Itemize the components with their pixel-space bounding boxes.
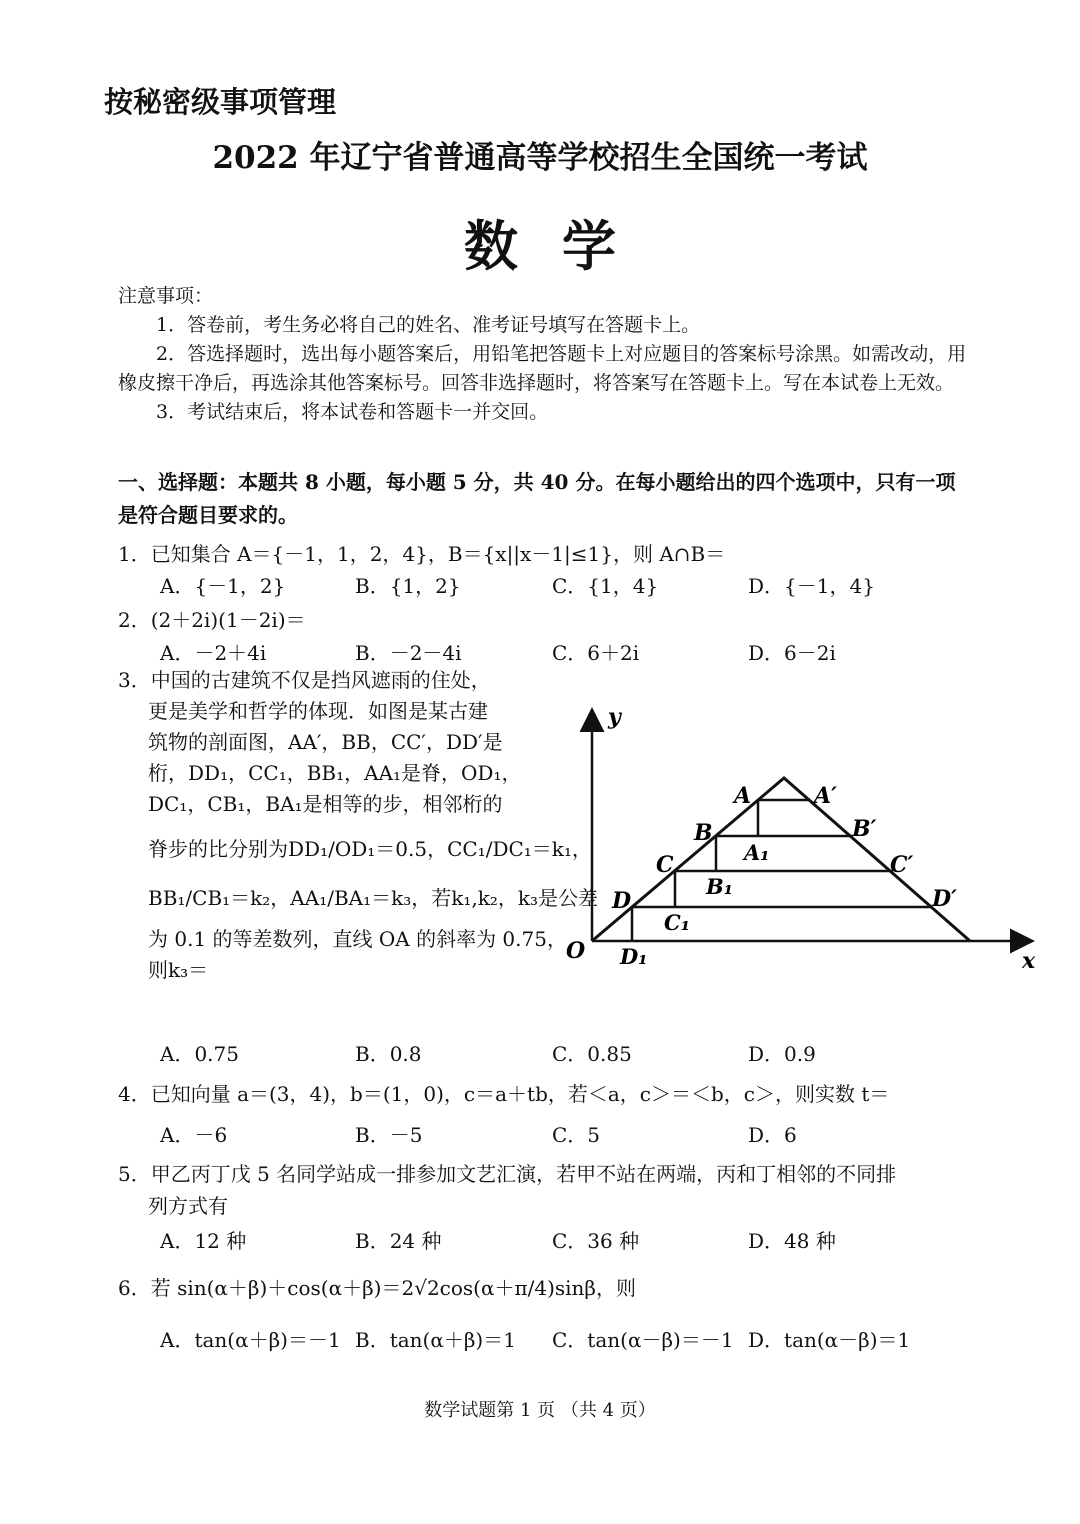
question-2-option-d: D．6－2i: [748, 641, 836, 665]
label-O: O: [566, 938, 586, 964]
architecture-cross-section-figure: [560, 700, 1040, 975]
question-2-option-c: C．6＋2i: [552, 641, 640, 665]
question-3-line: 桁，DD₁，CC₁，BB₁，AA₁是脊，OD₁，: [148, 761, 522, 785]
question-5-option-b: B．24 种: [355, 1229, 442, 1253]
question-3-line: BB₁/CB₁＝k₂，AA₁/BA₁＝k₃，若k₁,k₂，k₃是公差: [148, 886, 599, 910]
question-3-line: 3．中国的古建筑不仅是挡风遮雨的住处，: [118, 668, 491, 692]
question-3-option-d: D．0.9: [748, 1042, 816, 1066]
label-A: A: [734, 783, 752, 809]
note-item: 1．答卷前，考生务必将自己的姓名、准考证号填写在答题卡上。: [156, 314, 701, 336]
question-5-stem-line1: 5．甲乙丙丁戊 5 名同学站成一排参加文艺汇演，若甲不站在两端，丙和丁相邻的不同排: [118, 1162, 897, 1186]
confidentiality-mark: 按秘密级事项管理: [104, 85, 337, 119]
notes-heading: 注意事项：: [118, 285, 214, 307]
question-1-option-a: A．{－1，2}: [160, 574, 286, 598]
question-3-line: 筑物的剖面图，AA′，BB，CC′，DD′是: [148, 730, 503, 754]
label-C: C: [656, 852, 674, 878]
question-3-option-a: A．0.75: [160, 1042, 239, 1066]
question-2-option-a: A．－2＋4i: [160, 641, 267, 665]
label-A-prime: A′: [814, 783, 837, 809]
question-4-option-b: B．－5: [355, 1123, 423, 1147]
question-4-stem: 4．已知向量 a＝(3，4)，b＝(1，0)，c＝a＋tb，若＜a，c＞＝＜b，c＞，则实数 t＝: [118, 1082, 890, 1106]
question-4-option-a: A．－6: [160, 1123, 228, 1147]
question-5-option-a: A．12 种: [160, 1229, 247, 1253]
label-B-prime: B′: [852, 816, 877, 842]
question-3-line: 则k₃＝: [148, 958, 209, 982]
label-B1: B₁: [706, 874, 733, 899]
question-3-line: 更是美学和哲学的体现．如图是某古建: [148, 699, 488, 723]
question-3-line: 脊步的比分别为DD₁/OD₁＝0.5，CC₁/DC₁＝k₁，: [148, 837, 592, 861]
question-2-stem: 2．(2＋2i)(1－2i)＝: [118, 608, 306, 632]
question-3-stem: [118, 665, 599, 986]
subject-title: 数学: [464, 214, 660, 278]
question-1-stem: 1．已知集合 A＝{－1，1，2，4}，B＝{x||x－1|≤1}，则 A∩B＝: [118, 542, 726, 566]
question-3-line: 为 0.1 的等差数列，直线 OA 的斜率为 0.75，: [148, 927, 567, 951]
section-heading: 一、选择题：本题共 8 小题，每小题 5 分，共 40 分。在每小题给出的四个选项中，只有一项是符合题目要求的。: [118, 470, 956, 527]
question-6-option-a: A．tan(α＋β)＝－1: [160, 1328, 341, 1352]
question-6-option-c: C．tan(α－β)＝－1: [552, 1328, 734, 1352]
label-D-prime: D′: [932, 886, 957, 912]
question-1-option-c: C．{1，4}: [552, 574, 659, 598]
question-4-option-c: C．5: [552, 1123, 601, 1147]
label-x: x: [1022, 948, 1036, 974]
label-A1: A₁: [744, 840, 770, 865]
question-6-option-b: B．tan(α＋β)＝1: [355, 1328, 516, 1352]
question-6-stem: 6．若 sin(α＋β)＋cos(α＋β)＝2√2cos(α＋π/4)sinβ，则: [118, 1276, 636, 1300]
question-3-line: DC₁，CB₁，BA₁是相等的步，相邻桁的: [148, 792, 503, 816]
question-1-option-b: B．{1，2}: [355, 574, 461, 598]
question-3-option-c: C．0.85: [552, 1042, 632, 1066]
label-C1: C₁: [664, 910, 690, 935]
label-y: y: [608, 704, 621, 730]
question-5-stem-line2: 列方式有: [148, 1194, 228, 1218]
question-1-option-d: D．{－1，4}: [748, 574, 875, 598]
page-footer: 数学试题第 1 页 （共 4 页）: [424, 1400, 656, 1421]
note-item: 2．答选择题时，选出每小题答案后，用铅笔把答题卡上对应题目的答案标号涂黑。如需改动，用橡皮擦干净后，再选涂其他答案标号。回答非选择题时，将答案写在答题卡上。写在本试卷上无效。: [118, 343, 967, 394]
question-4-option-d: D．6: [748, 1123, 797, 1147]
label-C-prime: C′: [890, 852, 914, 878]
question-5-option-c: C．36 种: [552, 1229, 640, 1253]
label-D: D: [612, 888, 632, 914]
notes-block: [118, 282, 968, 427]
label-D1: D₁: [620, 944, 648, 969]
question-3-option-b: B．0.8: [355, 1042, 422, 1066]
question-6-option-d: D．tan(α－β)＝1: [748, 1328, 911, 1352]
label-B: B: [694, 820, 713, 846]
question-2-option-b: B．－2－4i: [355, 641, 462, 665]
question-5-option-d: D．48 种: [748, 1229, 836, 1253]
exam-title: 2022 年辽宁省普通高等学校招生全国统一考试: [212, 140, 868, 176]
note-item: 3．考试结束后，将本试卷和答题卡一并交回。: [156, 401, 549, 423]
